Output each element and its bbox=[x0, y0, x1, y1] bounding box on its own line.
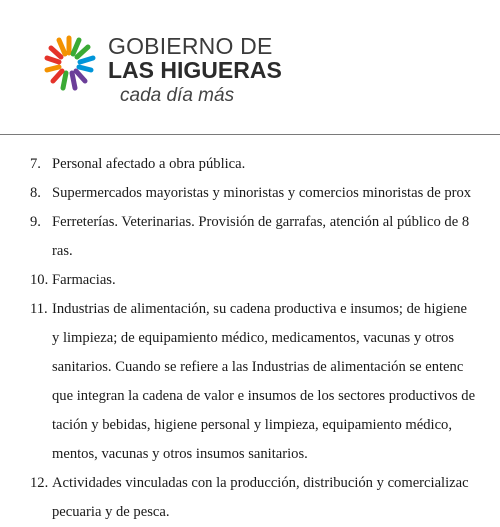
numbered-list bbox=[0, 150, 500, 527]
item-text: Supermercados mayoristas y minoristas y comercios minoristas de prox bbox=[52, 185, 472, 201]
item-text: Ferreterías. Veterinarias. Provisión de garrafas, atención al público de 8 bbox=[52, 214, 470, 230]
logo-title-line2: LAS HIGUERAS bbox=[108, 57, 282, 83]
item-text: Personal afectado a obra pública. bbox=[52, 156, 246, 172]
list-item bbox=[0, 469, 500, 527]
list-item bbox=[0, 295, 500, 469]
item-text: ras. bbox=[52, 243, 73, 259]
list-item bbox=[0, 208, 500, 266]
item-text: Farmacias. bbox=[52, 272, 116, 288]
logo-wordmark bbox=[108, 34, 282, 108]
item-text: tación y bebidas, higiene personal y limpieza, equipamiento médico, bbox=[52, 417, 452, 433]
document-header bbox=[0, 0, 500, 135]
item-text: pecuaria y de pesca. bbox=[52, 504, 170, 520]
item-number: 8. bbox=[30, 185, 41, 201]
item-number: 10. bbox=[30, 272, 49, 288]
las-higueras-logo-icon bbox=[33, 28, 105, 100]
logo-title-line1: GOBIERNO DE bbox=[108, 33, 273, 59]
item-text: y limpieza; de equipamiento médico, medicamentos, vacunas y otros bbox=[52, 330, 455, 346]
logo-slogan: cada día más bbox=[120, 85, 235, 106]
item-text: mentos, vacunas y otros insumos sanitarios. bbox=[52, 446, 308, 462]
item-text: que integran la cadena de valor e insumos de los sectores productivos de bbox=[52, 388, 476, 404]
list-item bbox=[0, 179, 500, 208]
item-text: sanitarios. Cuando se refiere a las Industrias de alimentación se entenc bbox=[52, 359, 464, 375]
list-item bbox=[0, 266, 500, 295]
item-text: Actividades vinculadas con la producción, distribución y comercializac bbox=[52, 475, 469, 491]
item-number: 11. bbox=[30, 301, 48, 317]
item-number: 7. bbox=[30, 156, 41, 172]
header-divider bbox=[0, 134, 500, 135]
item-number: 9. bbox=[30, 214, 41, 230]
list-item bbox=[0, 150, 500, 179]
item-text: Industrias de alimentación, su cadena productiva e insumos; de higiene bbox=[52, 301, 467, 317]
item-number: 12. bbox=[30, 475, 49, 491]
